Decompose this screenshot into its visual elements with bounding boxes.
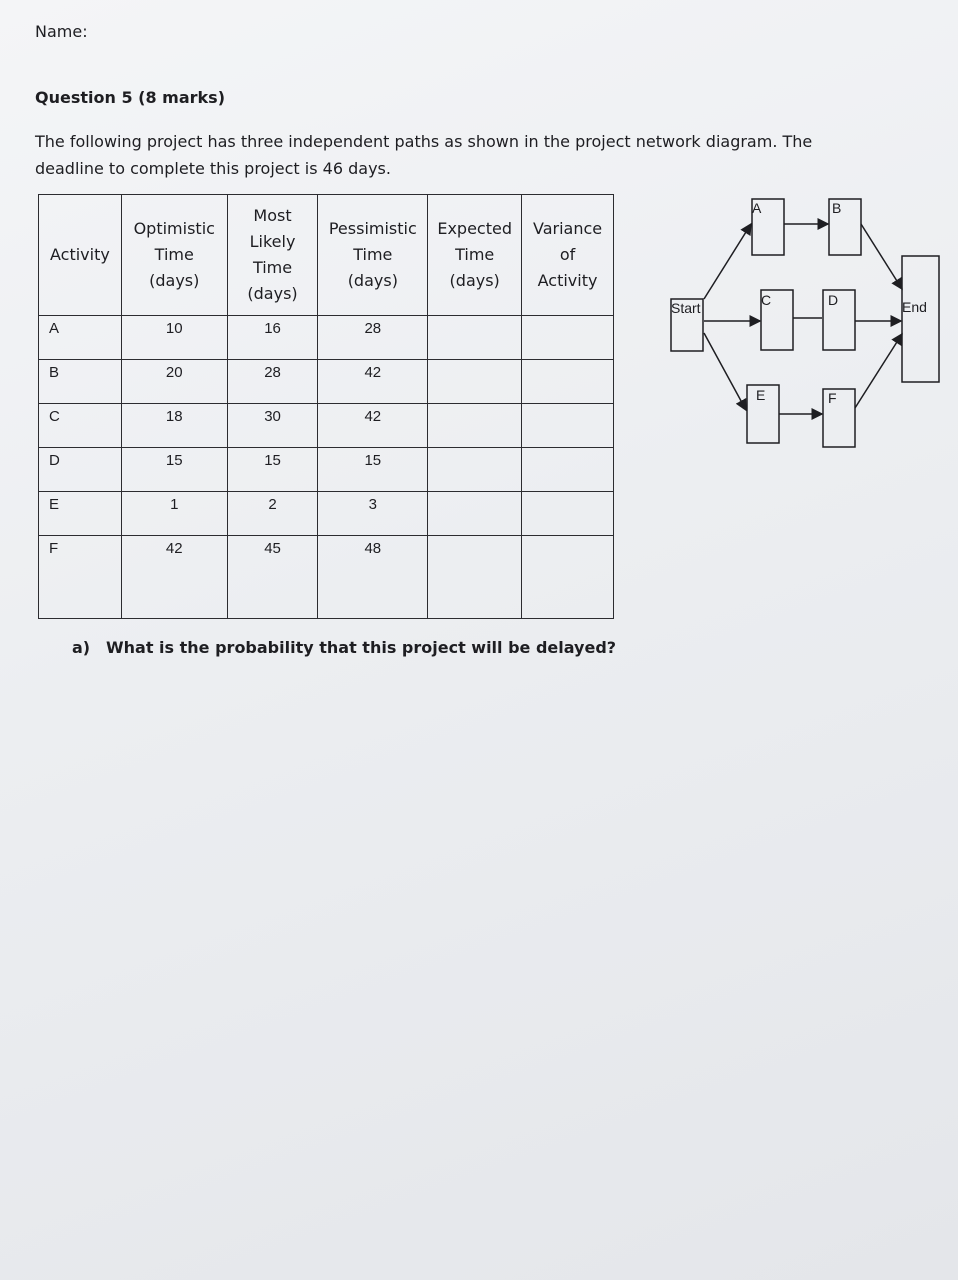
cell-expected [428,316,522,360]
cell-optimistic: 15 [121,448,227,492]
cell-expected [428,492,522,536]
node-end-label: End [902,299,927,315]
cell-variance [522,404,614,448]
cell-expected [428,360,522,404]
header-pessimistic: Pessimistic Time (days) [318,195,428,316]
cell-optimistic: 10 [121,316,227,360]
table-row [39,316,614,360]
header-most-likely: Most Likely Time (days) [227,195,318,316]
cell-most-likely: 2 [227,492,318,536]
node-end [902,256,939,382]
cell-activity: D [39,448,122,492]
cell-optimistic: 20 [121,360,227,404]
arrow-start-a [704,224,751,299]
cell-optimistic: 1 [121,492,227,536]
table-header-row [39,195,614,316]
cell-pessimistic: 42 [318,404,428,448]
arrow-f-end [855,334,902,408]
header-activity: Activity [39,195,122,316]
cell-pessimistic: 48 [318,536,428,619]
header-variance: Variance of Activity [522,195,614,316]
cell-optimistic: 18 [121,404,227,448]
question-title: Question 5 (8 marks) [35,88,226,107]
cell-most-likely: 30 [227,404,318,448]
node-start-label: Start [671,300,701,316]
activity-table [38,194,614,619]
cell-expected [428,404,522,448]
name-label: Name: [35,22,88,41]
question-intro: The following project has three independent paths as shown in the project network diagram. The deadline to complete this project is 46 days. [35,132,813,178]
node-c-label: C [761,292,772,308]
cell-expected [428,536,522,619]
cell-most-likely: 28 [227,360,318,404]
cell-most-likely: 16 [227,316,318,360]
cell-variance [522,360,614,404]
table-row [39,536,614,619]
arrow-start-e [704,333,746,410]
cell-activity: F [39,536,122,619]
cell-activity: C [39,404,122,448]
cell-pessimistic: 28 [318,316,428,360]
node-b-label: B [832,200,842,216]
header-expected: Expected Time (days) [428,195,522,316]
node-d-label: D [828,292,839,308]
cell-activity: E [39,492,122,536]
cell-most-likely: 15 [227,448,318,492]
cell-most-likely: 45 [227,536,318,619]
part-a-label: a) [72,638,91,657]
cell-pessimistic: 3 [318,492,428,536]
arrow-b-end [861,224,902,289]
part-a-text: What is the probability that this project will be delayed? [106,638,617,657]
cell-pessimistic: 15 [318,448,428,492]
cell-activity: B [39,360,122,404]
node-f-label: F [828,390,837,406]
cell-optimistic: 42 [121,536,227,619]
project-network-diagram [660,188,946,458]
node-e-label: E [756,387,766,403]
cell-pessimistic: 42 [318,360,428,404]
question-part-a [72,638,616,657]
cell-variance [522,536,614,619]
table-row [39,360,614,404]
table-row [39,492,614,536]
cell-activity: A [39,316,122,360]
table-row [39,404,614,448]
cell-variance [522,448,614,492]
node-a-label: A [752,200,762,216]
cell-variance [522,492,614,536]
header-optimistic: Optimistic Time (days) [121,195,227,316]
cell-expected [428,448,522,492]
cell-variance [522,316,614,360]
table-row [39,448,614,492]
